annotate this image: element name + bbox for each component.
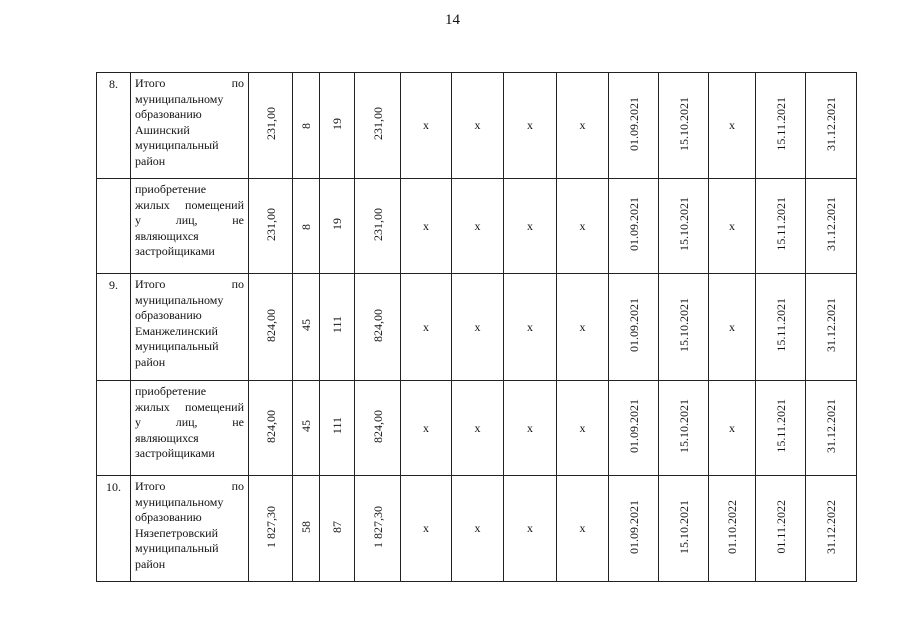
table-row — [97, 381, 857, 476]
row-name — [131, 381, 249, 476]
row-name-line: район — [135, 354, 166, 369]
value-cell-c1: 1 827,30 — [249, 476, 293, 582]
row-name-line: муниципальному — [135, 494, 224, 509]
value-cell-c6: x — [452, 274, 504, 381]
value-cell-c1: 824,00 — [249, 274, 293, 381]
row-name-line: муниципальный — [135, 541, 219, 555]
value-cell-c10: 15.10.2021 — [659, 476, 709, 582]
value-cell-c9: 01.09.2021 — [609, 381, 659, 476]
value-cell-c6: x — [452, 381, 504, 476]
value-cell-c11: x — [709, 381, 756, 476]
value-cell-c13: 31.12.2021 — [806, 179, 857, 274]
value-cell-c4: 824,00 — [355, 274, 401, 381]
value-cell-c13: 31.12.2021 — [806, 381, 857, 476]
row-name-line: застройщиками — [135, 244, 215, 258]
row-name-line: жилых помещений — [135, 399, 244, 414]
value-cell-c5: x — [401, 179, 452, 274]
value-cell-c2: 45 — [293, 381, 320, 476]
row-name — [131, 179, 249, 274]
row-name-line: образованию — [135, 107, 202, 121]
value-cell-c9: 01.09.2021 — [609, 179, 659, 274]
row-name-line: муниципальный — [135, 138, 219, 152]
value-cell-c6: x — [452, 179, 504, 274]
table-body — [97, 73, 857, 582]
value-cell-c8: x — [557, 476, 609, 582]
value-cell-c11: x — [709, 73, 756, 179]
value-cell-c7: x — [504, 381, 557, 476]
value-cell-c10: 15.10.2021 — [659, 274, 709, 381]
table-row — [97, 73, 857, 179]
value-cell-c5: x — [401, 274, 452, 381]
row-number — [97, 179, 131, 274]
row-name-line: застройщиками — [135, 446, 215, 460]
value-cell-c4: 1 827,30 — [355, 476, 401, 582]
value-cell-c8: x — [557, 381, 609, 476]
value-cell-c12: 15.11.2021 — [756, 73, 806, 179]
row-name-line: Еманжелинский — [135, 323, 218, 338]
value-cell-c1: 231,00 — [249, 179, 293, 274]
row-name-line: образованию — [135, 308, 202, 322]
value-cell-c12: 15.11.2021 — [756, 381, 806, 476]
value-cell-c5: x — [401, 73, 452, 179]
row-name-line: Итого по — [135, 479, 244, 493]
row-name-line: муниципальному — [135, 292, 224, 307]
value-cell-c6: x — [452, 476, 504, 582]
value-cell-c13: 31.12.2021 — [806, 274, 857, 381]
value-cell-c4: 231,00 — [355, 73, 401, 179]
row-name-line: образованию — [135, 510, 202, 524]
value-cell-c7: x — [504, 73, 557, 179]
value-cell-c10: 15.10.2021 — [659, 179, 709, 274]
row-name-line: район — [135, 556, 166, 571]
value-cell-c7: x — [504, 476, 557, 582]
value-cell-c12: 01.11.2022 — [756, 476, 806, 582]
value-cell-c8: x — [557, 73, 609, 179]
row-number: 10. — [97, 476, 131, 582]
value-cell-c2: 8 — [293, 73, 320, 179]
row-name-line: Нязепетровский — [135, 525, 218, 540]
row-name — [131, 476, 249, 582]
value-cell-c12: 15.11.2021 — [756, 274, 806, 381]
value-cell-c3: 19 — [320, 179, 355, 274]
table-row — [97, 179, 857, 274]
value-cell-c9: 01.09.2021 — [609, 73, 659, 179]
value-cell-c8: x — [557, 274, 609, 381]
value-cell-c12: 15.11.2021 — [756, 179, 806, 274]
value-cell-c3: 19 — [320, 73, 355, 179]
value-cell-c4: 231,00 — [355, 179, 401, 274]
row-number: 9. — [97, 274, 131, 381]
program-table — [96, 72, 857, 582]
value-cell-c2: 45 — [293, 274, 320, 381]
value-cell-c3: 87 — [320, 476, 355, 582]
row-name-line: приобретение — [135, 182, 207, 196]
row-name-line: район — [135, 153, 166, 168]
value-cell-c6: x — [452, 73, 504, 179]
value-cell-c4: 824,00 — [355, 381, 401, 476]
value-cell-c11: x — [709, 274, 756, 381]
row-name-line: Итого по — [135, 277, 244, 291]
row-name-line: у лиц, не — [135, 415, 244, 429]
value-cell-c10: 15.10.2021 — [659, 73, 709, 179]
row-name — [131, 73, 249, 179]
value-cell-c5: x — [401, 381, 452, 476]
row-name-line: муниципальный — [135, 339, 219, 353]
value-cell-c11: x — [709, 179, 756, 274]
value-cell-c2: 8 — [293, 179, 320, 274]
value-cell-c1: 231,00 — [249, 73, 293, 179]
value-cell-c1: 824,00 — [249, 381, 293, 476]
value-cell-c7: x — [504, 274, 557, 381]
row-name — [131, 274, 249, 381]
row-name-line: приобретение — [135, 384, 207, 398]
row-name-line: являющихся — [135, 228, 199, 243]
value-cell-c3: 111 — [320, 381, 355, 476]
row-number — [97, 381, 131, 476]
value-cell-c8: x — [557, 179, 609, 274]
row-name-line: жилых помещений — [135, 197, 244, 212]
row-name-line: у лиц, не — [135, 213, 244, 227]
value-cell-c2: 58 — [293, 476, 320, 582]
table-row — [97, 274, 857, 381]
value-cell-c13: 31.12.2021 — [806, 73, 857, 179]
value-cell-c10: 15.10.2021 — [659, 381, 709, 476]
value-cell-c5: x — [401, 476, 452, 582]
table-row — [97, 476, 857, 582]
row-name-line: Ашинский — [135, 122, 190, 137]
value-cell-c7: x — [504, 179, 557, 274]
value-cell-c9: 01.09.2021 — [609, 274, 659, 381]
value-cell-c9: 01.09.2021 — [609, 476, 659, 582]
row-name-line: Итого по — [135, 76, 244, 90]
row-number: 8. — [97, 73, 131, 179]
page-number: 14 — [445, 12, 460, 28]
row-name-line: муниципальному — [135, 91, 224, 106]
row-name-line: являющихся — [135, 430, 199, 445]
value-cell-c3: 111 — [320, 274, 355, 381]
value-cell-c11: 01.10.2022 — [709, 476, 756, 582]
value-cell-c13: 31.12.2022 — [806, 476, 857, 582]
